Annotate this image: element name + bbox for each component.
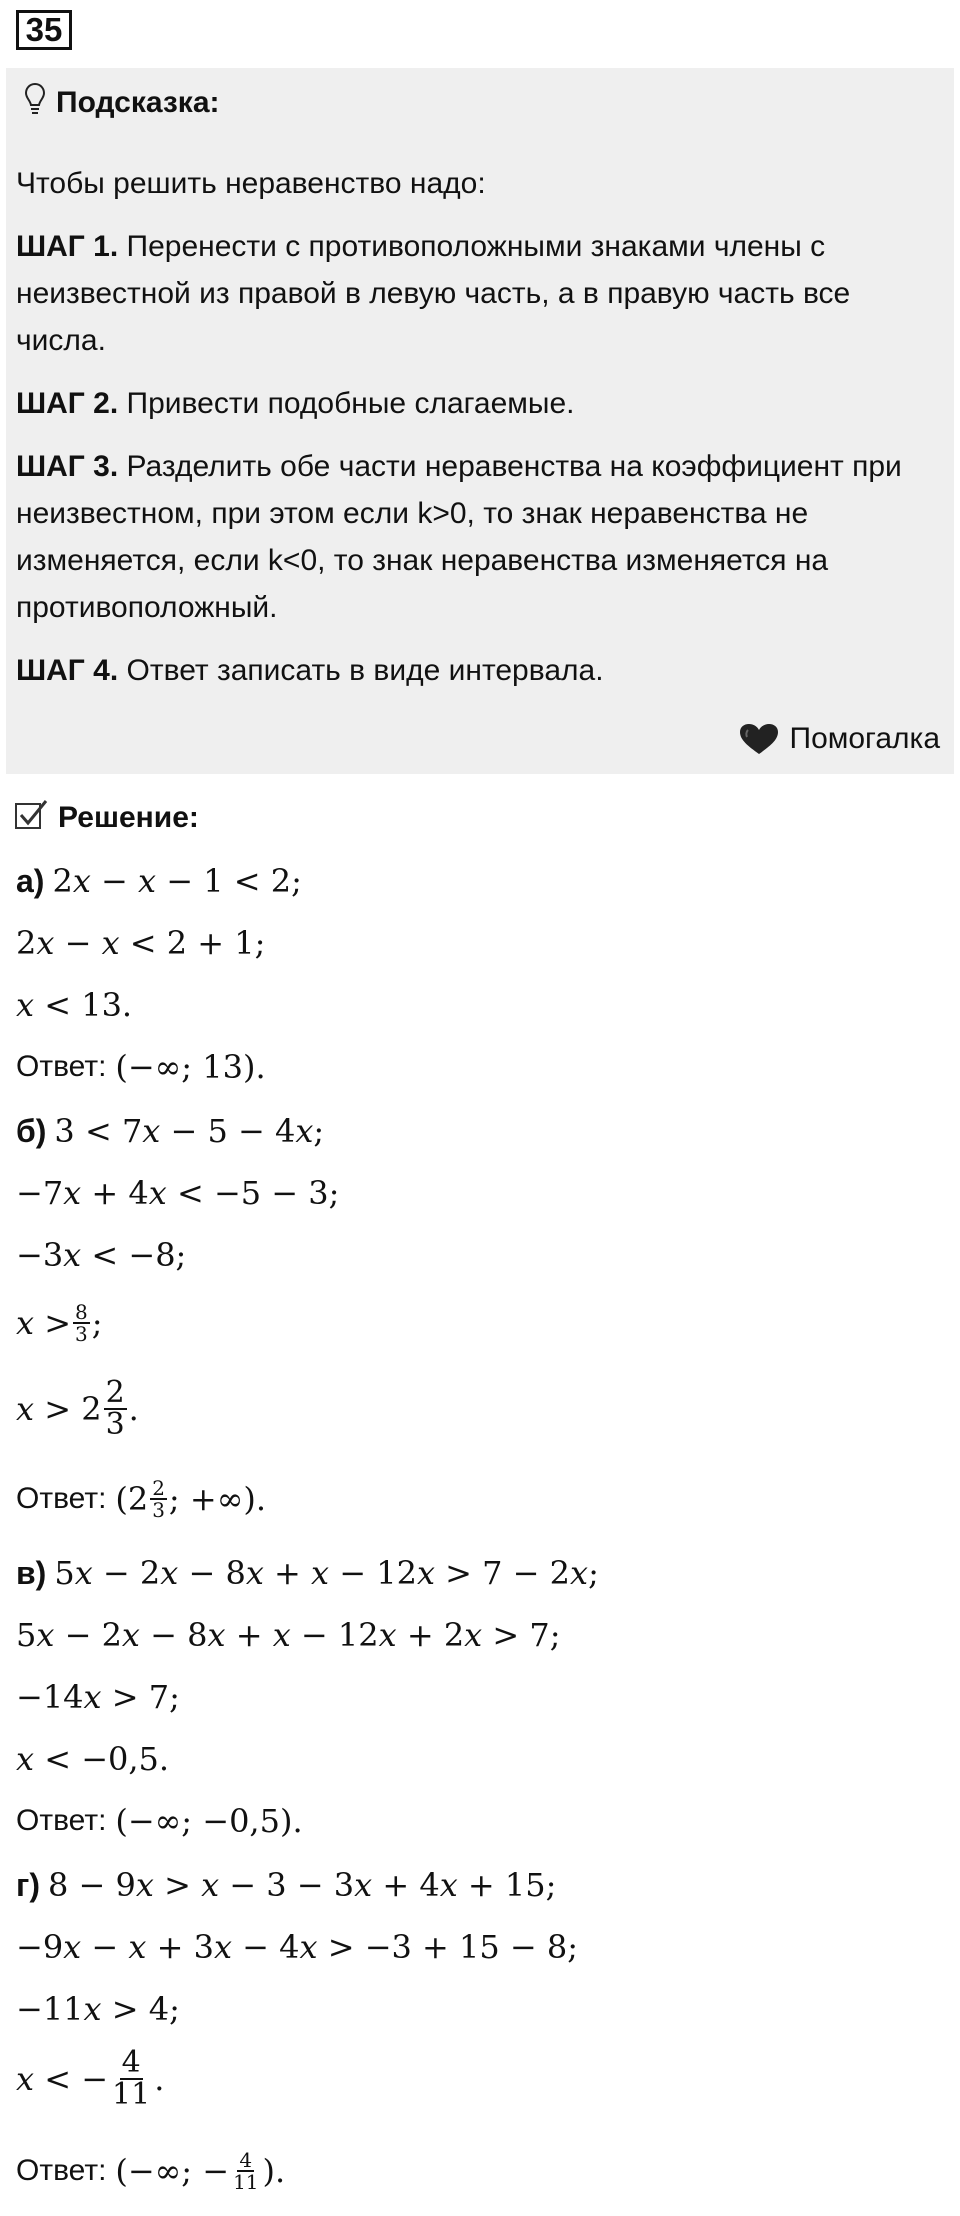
step-label: ШАГ 2. (16, 387, 119, 420)
fraction (73, 1302, 90, 1344)
math-expr: 𝑥 > (16, 1304, 72, 1342)
math-expr: 2𝑥 − 𝑥 < 2 + 1; (16, 924, 266, 962)
hint-body (16, 160, 941, 710)
math-expr: 𝑥 > 2 (16, 1390, 102, 1428)
brand (738, 722, 941, 756)
fraction (110, 2045, 152, 2112)
numerator: 4 (121, 2045, 141, 2080)
solution-a-line-3 (16, 986, 132, 1024)
hint-step-2 (16, 380, 941, 427)
solution-b-answer (16, 1478, 266, 1520)
step-label: ШАГ 1. (16, 230, 119, 263)
answer-word: Ответ: (16, 1050, 107, 1083)
part-label: б) (16, 1112, 47, 1149)
solution-v-line-2 (16, 1616, 561, 1654)
answer-value: (−∞; 13). (115, 1048, 266, 1086)
solution-b-line-1 (16, 1112, 324, 1150)
math-expr: 8 − 9𝑥 > 𝑥 − 3 − 3𝑥 + 4𝑥 + 15; (47, 1866, 557, 1904)
step-label: ШАГ 4. (16, 654, 119, 687)
hint-title: Подсказка: (56, 85, 220, 119)
numerator: 8 (75, 1300, 88, 1324)
checkmark-icon (14, 798, 50, 837)
math-expr: 5𝑥 − 2𝑥 − 8𝑥 + 𝑥 − 12𝑥 > 7 − 2𝑥; (54, 1554, 599, 1592)
numerator: 2 (105, 1375, 125, 1410)
part-label: г) (16, 1866, 40, 1903)
math-expr: 2𝑥 − 𝑥 − 1 < 2; (52, 862, 302, 900)
hint-step-1 (16, 223, 941, 364)
hint-step-4 (16, 647, 941, 694)
solution-b-line-3 (16, 1236, 186, 1274)
solution-b-line-5 (16, 1375, 139, 1442)
math-punct: ; (91, 1304, 103, 1342)
solution-v-line-3 (16, 1678, 180, 1716)
brand-name: Помогалка (789, 722, 940, 755)
task-number: 35 (16, 10, 72, 50)
math-expr: −9𝑥 − 𝑥 + 3𝑥 − 4𝑥 > −3 + 15 − 8; (16, 1928, 579, 1966)
solution-v-line-4 (16, 1740, 169, 1778)
math-punct: . (154, 2060, 165, 2098)
denominator: 11 (233, 2170, 259, 2194)
answer-value: (−∞; −0,5). (115, 1802, 303, 1840)
solution-b-line-2 (16, 1174, 339, 1212)
math-expr: 5𝑥 − 2𝑥 − 8𝑥 + 𝑥 − 12𝑥 + 2𝑥 > 7; (16, 1616, 561, 1654)
step-text: Ответ записать в виде интервала. (126, 654, 604, 687)
solution-header (14, 798, 199, 837)
numerator: 2 (152, 1476, 165, 1500)
fraction (150, 1478, 167, 1520)
answer-value: (−∞; − (115, 2152, 230, 2190)
math-expr: 𝑥 < −0,5. (16, 1740, 170, 1778)
solution-a-line-2 (16, 924, 265, 962)
solution-g-line-3 (16, 1990, 180, 2028)
math-expr: 3 < 7𝑥 − 5 − 4𝑥; (54, 1112, 325, 1150)
math-expr: −3𝑥 < −8; (16, 1236, 187, 1274)
hint-box (6, 68, 954, 774)
math-expr: 𝑥 < 13. (16, 986, 133, 1024)
solution-g-line-1 (16, 1866, 556, 1904)
solution-a-answer (16, 1048, 266, 1086)
denominator: 3 (152, 1498, 165, 1522)
answer-word: Ответ: (16, 1804, 107, 1837)
step-text: Разделить обе части неравенства на коэффициент при неизвестном, при этом если k>0, то знак неравенства не изменяется, если k<0, то знак неравенства изменяется на противоположный. (16, 450, 902, 624)
solution-v-line-1 (16, 1554, 599, 1592)
answer-value: ; +∞). (168, 1480, 266, 1518)
step-text: Перенести с противоположными знаками члены с неизвестной из правой в левую часть, а в правую часть все числа. (16, 230, 851, 357)
math-expr: −14𝑥 > 7; (16, 1678, 180, 1716)
solution-v-answer (16, 1802, 303, 1840)
part-label: в) (16, 1554, 47, 1591)
answer-word: Ответ: (16, 2154, 107, 2187)
hint-intro: Чтобы решить неравенство надо: (16, 167, 486, 200)
step-label: ШАГ 3. (16, 450, 119, 483)
heart-icon (738, 722, 780, 756)
solution-g-answer (16, 2150, 285, 2192)
lightbulb-icon (24, 82, 46, 123)
math-expr: −7𝑥 + 4𝑥 < −5 − 3; (16, 1174, 340, 1212)
fraction (231, 2150, 260, 2192)
solution-g-line-2 (16, 1928, 578, 1966)
solution-a-line-1 (16, 862, 302, 900)
numerator: 4 (239, 2148, 253, 2172)
solution-title: Решение: (58, 800, 199, 834)
answer-word: Ответ: (16, 1482, 107, 1515)
step-text: Привести подобные слагаемые. (126, 387, 575, 420)
math-expr: −11𝑥 > 4; (16, 1990, 180, 2028)
hint-header (24, 82, 220, 123)
fraction (104, 1375, 127, 1442)
part-label: а) (16, 862, 45, 899)
answer-value: ). (262, 2152, 286, 2190)
denominator: 3 (105, 1407, 125, 1442)
denominator: 11 (112, 2077, 151, 2112)
math-expr: 𝑥 < − (16, 2060, 109, 2098)
answer-value: (2 (115, 1480, 149, 1518)
solution-g-line-4 (16, 2045, 165, 2112)
denominator: 3 (75, 1322, 88, 1346)
hint-step-3 (16, 443, 941, 631)
math-punct: . (128, 1390, 139, 1428)
solution-b-line-4 (16, 1302, 103, 1344)
